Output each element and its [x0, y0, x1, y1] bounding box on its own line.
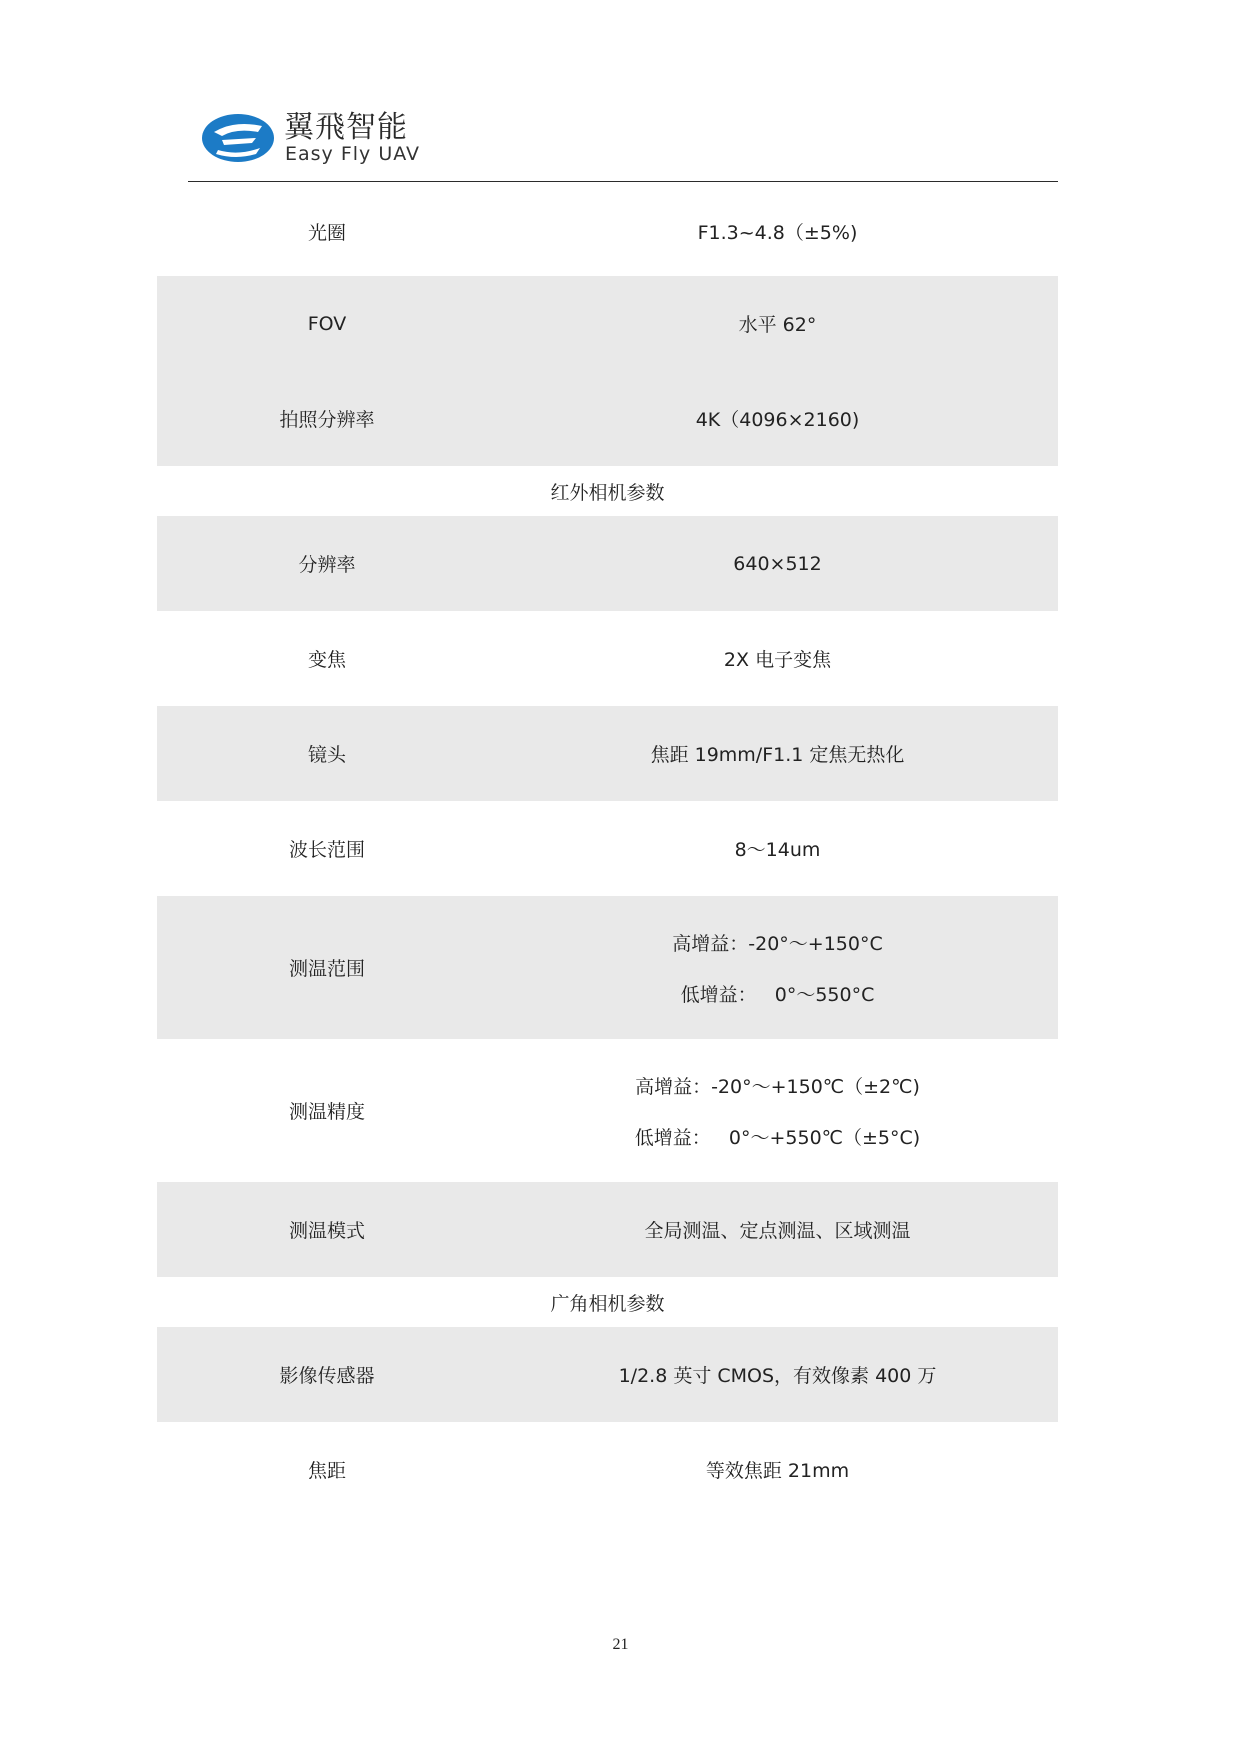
spec-value-line: 640×512 — [733, 552, 822, 575]
spec-row — [157, 801, 1058, 896]
spec-value — [497, 405, 1058, 432]
spec-value-line: 低增益： 0°～550°C — [680, 983, 875, 1006]
spec-value-line: 低增益： 0°～+550℃（±5°C) — [634, 1126, 921, 1149]
spec-label: 影像传感器 — [279, 1365, 375, 1387]
spec-value — [497, 740, 1058, 767]
spec-row — [157, 1039, 1058, 1182]
spec-value — [497, 645, 1058, 672]
logo-chinese-name: 翼飛智能 — [284, 110, 408, 145]
spec-value-line: 等效焦距 21mm — [705, 1460, 850, 1482]
spec-row — [157, 706, 1058, 801]
page-number: 21 — [612, 1636, 629, 1653]
document-header — [188, 104, 1058, 184]
logo-english-name: Easy Fly UAV — [285, 143, 421, 165]
spec-value — [497, 1361, 1058, 1388]
spec-value-line: 水平 62° — [738, 314, 817, 336]
spec-value-line: 高增益：-20°～+150°C — [672, 932, 883, 955]
spec-label: 拍照分辨率 — [279, 409, 375, 431]
spec-label: 光圈 — [307, 221, 346, 244]
spec-label: 测温精度 — [288, 1101, 365, 1123]
spec-label: 变焦 — [307, 649, 346, 671]
spec-value-line: 4K（4096×2160) — [695, 409, 860, 431]
spec-table — [157, 186, 1058, 1517]
spec-row — [157, 186, 1058, 276]
spec-label: 波长范围 — [288, 839, 365, 861]
spec-label: 测温模式 — [288, 1220, 365, 1242]
spec-label: 镜头 — [307, 744, 346, 766]
spec-row — [157, 1422, 1058, 1517]
header-divider — [188, 181, 1058, 182]
spec-value-line: 高增益：-20°～+150℃（±2℃) — [635, 1075, 920, 1098]
spec-label: 分辨率 — [298, 554, 356, 576]
spec-value — [497, 310, 1058, 337]
spec-value — [497, 929, 1058, 1007]
spec-value-line: F1.3~4.8（±5%) — [697, 221, 858, 244]
section-heading: 广角相机参数 — [550, 1292, 665, 1315]
spec-value-line: 8～14um — [734, 839, 821, 861]
spec-row — [157, 516, 1058, 611]
logo-icon — [200, 112, 276, 164]
spec-value-line: 全局测温、定点测温、区域测温 — [644, 1220, 911, 1242]
spec-row — [157, 276, 1058, 371]
spec-label: FOV — [307, 312, 347, 335]
spec-value-line: 2X 电子变焦 — [723, 649, 832, 671]
spec-label: 测温范围 — [288, 958, 365, 980]
spec-value — [497, 553, 1058, 575]
spec-value — [497, 1216, 1058, 1243]
spec-value — [497, 1456, 1058, 1483]
spec-value — [497, 1072, 1058, 1150]
spec-label: 焦距 — [307, 1460, 346, 1482]
spec-value-line: 1/2.8 英寸 CMOS，有效像素 400 万 — [618, 1365, 937, 1387]
spec-row — [157, 896, 1058, 1039]
spec-row — [157, 1327, 1058, 1422]
section-heading: 红外相机参数 — [550, 481, 665, 504]
spec-value — [497, 218, 1058, 245]
spec-value-line: 焦距 19mm/F1.1 定焦无热化 — [650, 744, 905, 766]
spec-row — [157, 1182, 1058, 1277]
spec-row — [157, 611, 1058, 706]
spec-value — [497, 835, 1058, 862]
spec-row — [157, 371, 1058, 466]
